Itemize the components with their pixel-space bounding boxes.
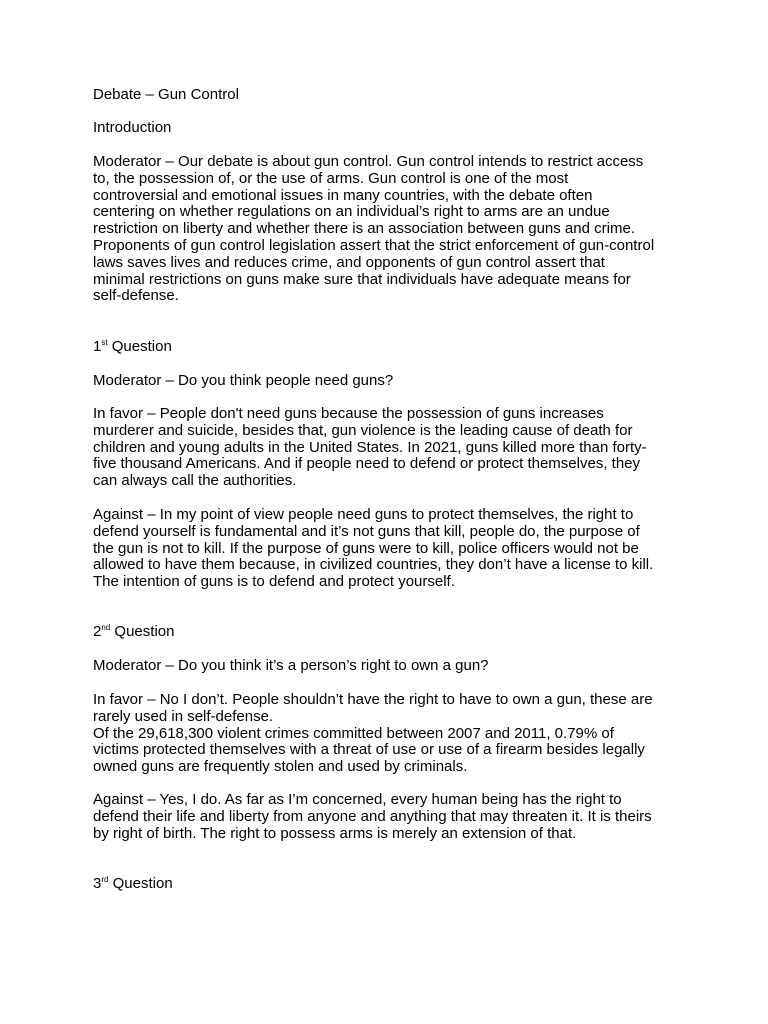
question-1-in-favor-paragraph: In favor – People don't need guns because the possession of guns increases murderer and suicide, besides that, gun violence is the leading cause of death for children and young adults in the United States. In 2021, guns killed more than forty- five thousand Americans. And if people need to defend or protect themselves, they can always call the authorities. xyxy=(93,405,647,490)
question-1-heading: 1st Question xyxy=(93,338,172,355)
question-3-heading: 3rd Question xyxy=(93,875,173,892)
question-2-in-favor-paragraph: In favor – No I don’t. People shouldn’t have the right to have to own a gun, these are rarely used in self-defense. Of the 29,618,300 violent crimes committed between 2007 and 2011, 0.79% of victims protected themselves with a threat of use or use of a firearm besides legally owned guns are frequently stolen and used by criminals. xyxy=(93,691,653,776)
question-1-moderator: Moderator – Do you think people need guns? xyxy=(93,372,394,389)
question-2-against-paragraph: Against – Yes, I do. As far as I’m concerned, every human being has the right to defend their life and liberty from anyone and anything that may threaten it. It is theirs by right of birth. The right to possess arms is merely an extension of that. xyxy=(93,791,652,842)
document-title: Debate – Gun Control xyxy=(93,86,239,103)
question-2-heading: 2nd Question xyxy=(93,623,175,640)
question-1-against-paragraph: Against – In my point of view people need guns to protect themselves, the right to defend yourself is fundamental and it’s not guns that kill, people do, the purpose of the gun is not to kill. If the purpose of guns were to kill, police officers would not be allowed to have them because, in civilized countries, they don’t have a license to kill. The intention of guns is to defend and protect yourself. xyxy=(93,506,654,591)
moderator-introduction-paragraph: Moderator – Our debate is about gun control. Gun control intends to restrict access to, the possession of, or the use of arms. Gun control is one of the most controversial and emotional issues in many countries, with the debate often centering on whether regulations on an individual’s right to arms are an undue restriction on liberty and whether there is an association between guns and crime. Proponents of gun control legislation assert that the strict enforcement of gun-control laws saves lives and reduces crime, and opponents of gun control assert that minimal restrictions on guns make sure that individuals have adequate means for self-defense. xyxy=(93,153,655,305)
question-2-moderator: Moderator – Do you think it’s a person’s right to own a gun? xyxy=(93,657,489,674)
introduction-heading: Introduction xyxy=(93,119,172,136)
